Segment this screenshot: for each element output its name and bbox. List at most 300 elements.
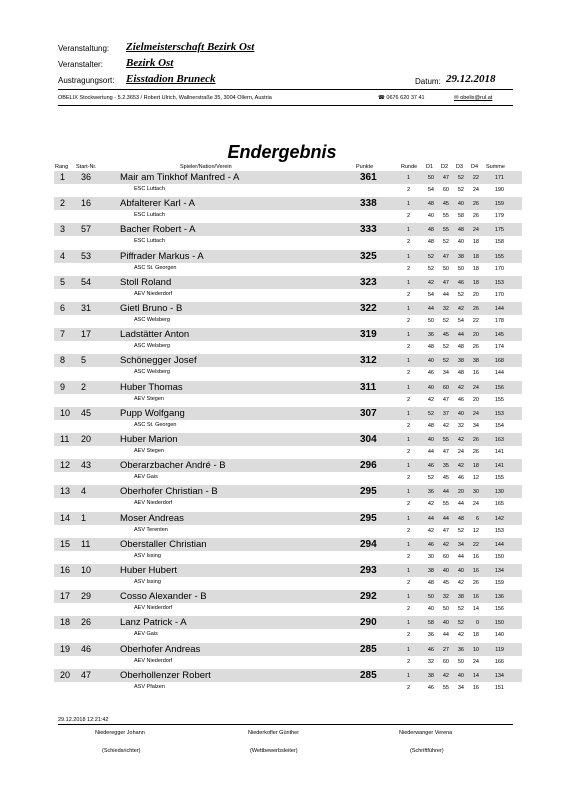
round-number: 1 (406, 384, 410, 391)
player-club: ASC Welsberg (134, 343, 170, 350)
rank: 3 (60, 224, 66, 235)
round-score: 26 (472, 306, 479, 312)
rank: 14 (60, 512, 71, 523)
player-club: AEV Gais (134, 474, 158, 481)
round-number: 1 (406, 489, 410, 496)
round-score: 32 (427, 658, 434, 665)
points: 295 (360, 512, 377, 524)
col-punkte: Punkte (356, 164, 374, 170)
round-sum: 155 (494, 253, 504, 260)
round-score: 18 (472, 463, 479, 470)
round-score: 50 (442, 265, 449, 272)
round-number: 1 (406, 646, 410, 653)
round-score: 35 (442, 463, 449, 470)
round-sum: 154 (494, 422, 504, 429)
round-number: 2 (406, 658, 410, 665)
player-name: Piffrader Markus - A (120, 250, 204, 262)
round-sum: 153 (494, 410, 504, 417)
round-score: 55 (442, 437, 449, 443)
round-number: 2 (406, 187, 410, 193)
round-number: 2 (406, 553, 410, 560)
round-score: 52 (427, 410, 434, 417)
round-number: 2 (406, 318, 410, 324)
round-score: 0 (475, 620, 479, 627)
player-club: ASC St. Georgen (134, 421, 177, 428)
round-score: 52 (442, 239, 449, 246)
round-number: 2 (406, 449, 410, 455)
round-score: 48 (427, 201, 434, 208)
round-number: 1 (406, 594, 410, 601)
rank: 13 (60, 486, 71, 497)
player-club: ASV Issing (134, 579, 161, 585)
rank: 11 (60, 434, 70, 444)
round-score: 24 (472, 227, 479, 234)
rank: 9 (60, 381, 66, 392)
round-sum: 179 (494, 213, 504, 220)
round-score: 34 (472, 422, 479, 429)
rank: 15 (60, 538, 71, 549)
player-club: ESC Luttach (134, 212, 165, 219)
round-score: 54 (457, 318, 464, 324)
start-number: 1 (81, 512, 87, 523)
round-number: 1 (406, 306, 410, 312)
round-score: 32 (442, 594, 449, 601)
round-sum: 168 (494, 358, 504, 365)
result-row (54, 171, 522, 197)
round-score: 24 (472, 187, 479, 193)
points: 311 (360, 381, 377, 393)
round-score: 20 (457, 489, 464, 496)
datum-value: 29.12.2018 (446, 73, 496, 85)
round-score: 34 (457, 541, 464, 548)
round-score: 45 (442, 332, 449, 339)
points: 296 (360, 460, 377, 472)
round-score: 40 (457, 239, 464, 246)
round-number: 2 (406, 239, 410, 246)
round-score: 52 (457, 187, 464, 193)
round-sum: 159 (494, 201, 504, 208)
col-rang: Rang (55, 164, 69, 170)
rank: 8 (60, 355, 66, 366)
round-score: 46 (457, 279, 464, 286)
round-score: 48 (427, 227, 434, 234)
round-number: 2 (406, 501, 410, 508)
player-club: AEV Gais (134, 631, 158, 638)
round-score: 40 (427, 358, 434, 365)
header-divider-2 (58, 105, 513, 106)
points: 312 (360, 355, 377, 367)
round-score: 26 (472, 213, 479, 220)
round-score: 60 (442, 187, 449, 193)
round-sum: 119 (495, 646, 504, 653)
round-sum: 156 (494, 606, 504, 613)
round-number: 1 (406, 463, 410, 470)
player-club: ASV Pfalzen (134, 683, 165, 690)
player-club: ASV Terenten (134, 526, 168, 533)
start-number: 45 (81, 407, 92, 418)
round-score: 42 (442, 672, 449, 679)
round-score: 40 (427, 437, 434, 443)
start-number: 16 (81, 198, 92, 209)
points: 319 (360, 329, 377, 341)
signer-wettbewerbsleiter: Niederkofler Günther (248, 730, 300, 736)
points: 285 (360, 643, 377, 655)
round-score: 24 (472, 501, 479, 508)
start-number: 4 (81, 486, 87, 497)
round-score: 34 (457, 684, 464, 691)
rank: 19 (60, 643, 71, 654)
player-name: Cosso Alexander - B (120, 591, 207, 603)
round-score: 54 (427, 187, 434, 193)
round-score: 16 (472, 568, 479, 574)
round-sum: 145 (494, 332, 504, 339)
round-score: 36 (427, 489, 434, 496)
col-d1: D1 (426, 164, 434, 170)
round-score: 36 (427, 332, 434, 339)
player-name: Bacher Robert - A (120, 224, 196, 236)
round-score: 46 (427, 646, 434, 653)
round-sum: 142 (494, 515, 504, 522)
round-score: 52 (427, 253, 434, 260)
round-score: 44 (442, 489, 449, 496)
round-score: 16 (472, 684, 479, 691)
round-score: 42 (457, 632, 464, 639)
round-score: 50 (427, 594, 434, 601)
player-club: ESC Luttach (134, 238, 165, 245)
round-score: 34 (442, 370, 449, 377)
rank: 6 (60, 303, 66, 313)
round-number: 2 (406, 527, 410, 534)
rank: 5 (60, 276, 66, 287)
round-score: 44 (457, 501, 464, 508)
round-score: 22 (472, 318, 479, 324)
round-score: 24 (472, 658, 479, 665)
round-sum: 170 (494, 291, 504, 298)
round-number: 2 (406, 213, 410, 220)
role-wettbewerbsleiter: (Wettbewerbsleiter) (250, 748, 298, 754)
result-row (54, 564, 522, 590)
round-number: 2 (406, 370, 410, 377)
round-number: 2 (406, 291, 410, 298)
round-score: 44 (442, 291, 449, 298)
round-score: 54 (427, 291, 434, 298)
round-score: 60 (442, 658, 449, 665)
result-row (54, 302, 522, 328)
result-row (54, 538, 522, 564)
round-sum: 171 (494, 175, 504, 181)
result-row (54, 643, 522, 669)
veranstaltung-value: Zielmeisterschaft Bezirk Ost (126, 41, 255, 53)
rank: 4 (60, 250, 66, 261)
round-sum: 163 (494, 437, 504, 443)
start-number: 20 (81, 434, 92, 444)
col-d3: D3 (456, 164, 464, 170)
round-score: 42 (442, 541, 449, 548)
result-row (54, 512, 522, 538)
round-score: 42 (427, 527, 434, 534)
round-score: 20 (472, 332, 479, 339)
points: 292 (360, 591, 377, 603)
round-score: 14 (472, 672, 479, 679)
start-number: 11 (81, 538, 91, 549)
round-number: 1 (406, 227, 410, 234)
signer-schiedsrichter: Niederegger Johann (95, 730, 145, 736)
player-name: Abfalterer Karl - A (120, 198, 195, 210)
round-score: 50 (427, 318, 434, 324)
round-score: 38 (457, 253, 464, 260)
round-score: 55 (442, 227, 449, 234)
player-name: Oberhollenzer Robert (120, 669, 211, 681)
round-number: 1 (406, 253, 410, 260)
round-sum: 141 (494, 463, 504, 470)
round-sum: 141 (494, 449, 504, 455)
round-score: 60 (442, 553, 449, 560)
round-score: 40 (427, 606, 434, 613)
round-score: 32 (457, 422, 464, 429)
round-score: 10 (472, 646, 479, 653)
round-score: 52 (442, 344, 449, 351)
round-score: 40 (457, 672, 464, 679)
round-number: 1 (406, 358, 410, 365)
round-number: 1 (406, 541, 410, 548)
round-score: 58 (427, 620, 434, 627)
round-score: 45 (442, 580, 449, 586)
round-sum: 153 (494, 279, 504, 286)
round-score: 52 (442, 318, 449, 324)
player-name: Oberstaller Christian (120, 538, 207, 550)
round-number: 2 (406, 422, 410, 429)
player-name: Oberhofer Christian - B (120, 486, 218, 498)
start-number: 53 (81, 250, 92, 261)
player-name: Lanz Patrick - A (120, 617, 187, 629)
round-sum: 136 (494, 594, 504, 601)
round-score: 55 (442, 501, 449, 508)
player-club: ASV Issing (134, 552, 161, 559)
start-number: 5 (81, 355, 87, 366)
rank: 7 (60, 329, 66, 340)
round-score: 47 (442, 449, 449, 455)
round-score: 55 (442, 213, 449, 220)
rank: 20 (60, 669, 71, 680)
round-number: 2 (406, 265, 410, 272)
player-name: Moser Andreas (120, 512, 184, 524)
result-row (54, 354, 522, 380)
points: 304 (360, 434, 377, 445)
round-number: 2 (406, 632, 410, 639)
round-number: 2 (406, 684, 410, 691)
player-club: ESC Luttach (134, 186, 165, 192)
points: 295 (360, 486, 377, 498)
points: 325 (360, 250, 377, 262)
round-score: 44 (457, 332, 464, 339)
round-score: 52 (457, 527, 464, 534)
round-score: 18 (472, 265, 479, 272)
result-row (54, 223, 522, 249)
round-sum: 165 (494, 501, 504, 508)
round-score: 48 (457, 370, 464, 377)
player-name: Huber Thomas (120, 381, 183, 393)
round-score: 42 (442, 422, 449, 429)
round-sum: 170 (494, 265, 504, 272)
round-score: 52 (457, 606, 464, 613)
start-number: 36 (81, 172, 92, 182)
role-schriftfuehrer: (Schriftführer) (410, 748, 444, 754)
col-runde: Runde (401, 164, 418, 170)
round-score: 40 (442, 620, 449, 627)
round-score: 47 (442, 527, 449, 534)
result-row (54, 276, 522, 302)
round-score: 48 (457, 344, 464, 351)
start-number: 17 (81, 329, 92, 340)
austragungsort-value: Eisstadion Bruneck (126, 73, 216, 85)
round-sum: 134 (494, 568, 504, 574)
player-name: Gietl Bruno - B (120, 303, 183, 314)
result-row (54, 485, 522, 511)
round-score: 16 (472, 370, 479, 377)
round-number: 1 (406, 568, 410, 574)
round-score: 36 (457, 646, 464, 653)
round-score: 16 (472, 553, 479, 560)
round-score: 52 (427, 475, 434, 482)
round-score: 44 (427, 515, 434, 522)
round-sum: 158 (494, 239, 504, 246)
round-sum: 175 (494, 227, 504, 234)
round-sum: 144 (494, 541, 504, 548)
round-score: 40 (427, 384, 434, 391)
footer-divider (58, 724, 513, 725)
col-summe: Summe (486, 164, 505, 170)
round-score: 18 (472, 279, 479, 286)
player-club: AEV Niederdorf (134, 657, 173, 664)
round-score: 52 (457, 291, 464, 298)
round-sum: 151 (494, 684, 504, 691)
start-number: 29 (81, 591, 92, 602)
round-score: 50 (457, 265, 464, 272)
round-score: 24 (472, 384, 479, 391)
player-club: AEV Stegen (134, 395, 164, 402)
round-score: 18 (472, 632, 479, 639)
start-number: 46 (81, 643, 92, 654)
round-sum: 140 (494, 632, 504, 639)
role-schiedsrichter: (Schiedsrichter) (102, 748, 141, 754)
round-score: 47 (442, 396, 449, 403)
datum-label: Datum: (415, 77, 441, 86)
round-sum: 150 (494, 620, 504, 627)
player-name: Stoll Roland (120, 276, 172, 288)
round-score: 47 (442, 175, 449, 181)
round-score: 52 (427, 265, 434, 272)
round-score: 46 (457, 475, 464, 482)
rank: 16 (60, 565, 71, 575)
col-startnr: Start-Nr. (76, 164, 97, 170)
footer-timestamp: 29.12.2018 12:21:42 (58, 717, 109, 723)
round-score: 44 (457, 553, 464, 560)
veranstaltung-label: Veranstaltung: (58, 44, 110, 53)
points: 285 (360, 669, 377, 681)
software-info: OBELIX Stockwertung - 5.2.3653 / Robert Ulrich, Wallnerstraße 35, 3004 Ollern, Austria (58, 95, 272, 101)
round-number: 1 (406, 332, 410, 339)
round-score: 45 (442, 201, 449, 208)
round-score: 40 (457, 410, 464, 417)
round-score: 52 (457, 175, 464, 181)
round-score: 45 (442, 475, 449, 482)
player-name: Schönegger Josef (120, 355, 197, 367)
player-club: AEV Stegen (134, 448, 164, 454)
round-number: 1 (406, 437, 410, 443)
round-score: 32 (442, 306, 449, 312)
points: 322 (360, 303, 377, 314)
col-d2: D2 (441, 164, 449, 170)
start-number: 47 (81, 669, 92, 680)
round-number: 1 (406, 410, 410, 417)
round-score: 12 (472, 475, 479, 482)
player-name: Mair am Tinkhof Manfred - A (120, 172, 240, 183)
round-score: 52 (457, 620, 464, 627)
round-score: 52 (442, 358, 449, 365)
result-row (54, 250, 522, 276)
points: 338 (360, 198, 377, 210)
round-score: 24 (472, 410, 479, 417)
start-number: 10 (81, 565, 92, 575)
round-score: 26 (472, 437, 479, 443)
round-score: 46 (457, 396, 464, 403)
round-score: 42 (457, 437, 464, 443)
round-sum: 174 (494, 344, 504, 351)
round-sum: 155 (494, 396, 504, 403)
round-score: 42 (457, 580, 464, 586)
round-score: 48 (427, 239, 434, 246)
round-score: 6 (475, 515, 479, 522)
round-number: 2 (406, 475, 410, 482)
round-sum: 150 (494, 553, 504, 560)
round-score: 42 (457, 306, 464, 312)
player-name: Oberarzbacher André - B (120, 460, 226, 472)
round-sum: 156 (494, 384, 504, 391)
round-score: 46 (427, 370, 434, 377)
round-score: 22 (472, 541, 479, 548)
round-score: 46 (427, 684, 434, 691)
round-score: 30 (472, 489, 479, 496)
start-number: 57 (81, 224, 92, 235)
round-score: 46 (427, 463, 434, 470)
round-score: 60 (442, 384, 449, 391)
round-score: 50 (442, 606, 449, 613)
round-number: 1 (406, 672, 410, 679)
round-number: 1 (406, 620, 410, 627)
round-score: 24 (457, 449, 464, 455)
email-contact: ✉ obelix@rul.at (454, 95, 493, 101)
round-score: 48 (427, 344, 434, 351)
result-row (54, 407, 522, 433)
col-d4: D4 (471, 164, 479, 170)
round-score: 20 (472, 396, 479, 403)
start-number: 54 (81, 276, 92, 287)
result-row (54, 616, 522, 642)
round-number: 1 (406, 201, 410, 208)
player-club: AEV Niederdorf (134, 290, 173, 297)
round-score: 38 (457, 594, 464, 601)
round-sum: 130 (494, 489, 504, 496)
round-score: 44 (442, 632, 449, 639)
signer-schriftfuehrer: Niederwanger Verena (399, 730, 453, 736)
result-row (54, 197, 522, 223)
round-score: 46 (427, 541, 434, 548)
round-score: 36 (427, 632, 434, 639)
round-sum: 190 (494, 187, 504, 193)
round-number: 2 (406, 344, 410, 351)
round-score: 48 (457, 227, 464, 234)
round-number: 2 (406, 580, 410, 586)
